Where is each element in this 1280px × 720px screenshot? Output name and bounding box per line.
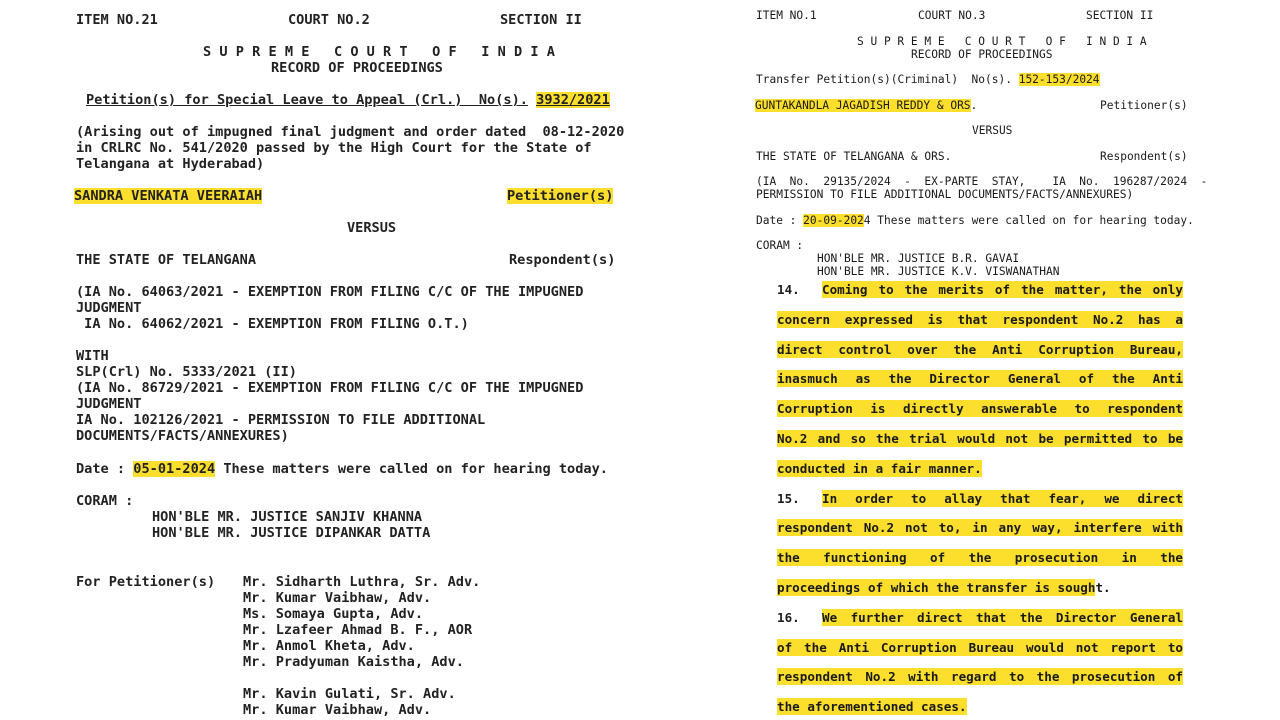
with-line: (IA No. 86729/2021 - EXEMPTION FROM FILING C/C OF THE IMPUGNED — [76, 380, 584, 396]
petition-number: 152-153/2024 — [1018, 73, 1100, 86]
paragraph-line: the functioning of the prosecution in the — [777, 550, 1183, 565]
paragraph-line: respondent No.2 with regard to the prosecution of — [777, 669, 1183, 684]
section: SECTION II — [1086, 9, 1154, 22]
paragraph-line: the aforementioned cases. — [777, 699, 967, 714]
coram-label: CORAM : — [756, 239, 804, 252]
versus: VERSUS — [972, 124, 1013, 137]
record-heading: RECORD OF PROCEEDINGS — [911, 48, 1053, 61]
paragraph-line: proceedings of which the transfer is sought. — [777, 580, 1111, 595]
court-number: COURT NO.3 — [918, 9, 986, 22]
ia-line: (IA No. 29135/2024 - EX-PARTE STAY, IA No. 196287/2024 - — [756, 175, 1208, 188]
item-number: ITEM NO.1 — [756, 9, 817, 22]
with-line: JUDGMENT — [76, 396, 142, 412]
versus: VERSUS — [347, 220, 397, 236]
petitioner-line — [755, 99, 977, 112]
advocate: Mr. Kumar Vaibhaw, Adv. — [243, 702, 432, 718]
ia-line: PERMISSION TO FILE ADDITIONAL DOCUMENTS/FACTS/ANNEXURES) — [756, 188, 1134, 201]
judge-name: HON'BLE MR. JUSTICE SANJIV KHANNA — [152, 509, 423, 525]
judge-name: HON'BLE MR. JUSTICE K.V. VISWANATHAN — [817, 265, 1060, 278]
hearing-date-line — [76, 461, 608, 477]
paragraph-line: Coming to the merits of the matter, the only — [822, 282, 1183, 297]
paragraph-line: In order to allay that fear, we direct — [822, 491, 1183, 506]
paragraph-number: 16. — [777, 610, 800, 625]
record-heading: RECORD OF PROCEEDINGS — [271, 60, 443, 76]
paragraph-line: concern expressed is that respondent No.2 has a — [777, 312, 1183, 327]
petition-line — [756, 73, 1100, 86]
date-label: Date : — [756, 214, 797, 227]
petitioner-role: Petitioner(s) — [1100, 99, 1188, 112]
respondent-name: THE STATE OF TELANGANA — [76, 252, 257, 268]
hearing-date: 20-09-202 — [803, 214, 864, 227]
arising-line: Telangana at Hyderabad) — [76, 156, 265, 172]
paragraph-line: No.2 and so the trial would not be permitted to be — [777, 431, 1183, 446]
hearing-date: 05-01-2024 — [133, 461, 216, 477]
petition-line — [86, 92, 610, 108]
paragraph-number: 14. — [777, 282, 800, 297]
with-line: SLP(Crl) No. 5333/2021 (II) — [76, 364, 297, 380]
petitioner-name-tail: . — [970, 99, 978, 112]
advocate: Mr. Lzafeer Ahmad B. F., AOR — [243, 622, 473, 638]
paragraph-line: respondent No.2 not to, in any way, interfere with — [777, 520, 1183, 535]
advocate: Mr. Sidharth Luthra, Sr. Adv. — [243, 574, 481, 590]
paragraph-line: of the Anti Corruption Bureau would not report to — [777, 640, 1183, 655]
item-number: ITEM NO.21 — [76, 12, 158, 28]
petitioner-name: SANDRA VENKATA VEERAIAH — [74, 188, 263, 204]
paragraph-number: 15. — [777, 491, 800, 506]
court-title: S U P R E M E C O U R T O F I N D I A — [857, 35, 1147, 48]
advocate: Mr. Anmol Kheta, Adv. — [243, 638, 415, 654]
section: SECTION II — [500, 12, 582, 28]
paragraph-line-tail: t. — [1095, 580, 1111, 595]
advocate: Ms. Somaya Gupta, Adv. — [243, 606, 424, 622]
judge-name: HON'BLE MR. JUSTICE DIPANKAR DATTA — [152, 525, 431, 541]
paragraph-line: inasmuch as the Director General of the Anti — [777, 371, 1183, 386]
arising-line: (Arising out of impugned final judgment and order dated 08-12-2020 — [76, 124, 625, 140]
date-text: 4 These matters were called on for hearing today. — [863, 214, 1194, 227]
respondent-name: THE STATE OF TELANGANA & ORS. — [756, 150, 952, 163]
paragraph-line: conducted in a fair manner. — [777, 461, 982, 476]
for-petitioner-label: For Petitioner(s) — [76, 574, 216, 590]
advocate: Mr. Kumar Vaibhaw, Adv. — [243, 590, 432, 606]
ia-line: IA No. 64062/2021 - EXEMPTION FROM FILING O.T.) — [76, 316, 469, 332]
paragraph-line: We further direct that the Director General — [822, 610, 1183, 625]
date-text: These matters were called on for hearing today. — [223, 461, 608, 477]
respondent-role: Respondent(s) — [509, 252, 616, 268]
petitioner-role: Petitioner(s) — [507, 188, 614, 204]
judge-name: HON'BLE MR. JUSTICE B.R. GAVAI — [817, 252, 1020, 265]
paragraph-line: direct control over the Anti Corruption Bureau, — [777, 342, 1183, 357]
with-line: IA No. 102126/2021 - PERMISSION TO FILE ADDITIONAL — [76, 412, 486, 428]
court-number: COURT NO.2 — [288, 12, 370, 28]
ia-line: JUDGMENT — [76, 300, 142, 316]
ia-line: (IA No. 64063/2021 - EXEMPTION FROM FILING C/C OF THE IMPUGNED — [76, 284, 584, 300]
with-line: WITH — [76, 348, 109, 364]
advocate: Mr. Kavin Gulati, Sr. Adv. — [243, 686, 456, 702]
petition-label: Petition(s) for Special Leave to Appeal (Crl.) No(s). — [86, 92, 528, 108]
petition-number: 3932/2021 — [536, 92, 610, 108]
petition-label: Transfer Petition(s)(Criminal) No(s). — [756, 73, 1012, 86]
advocate: Mr. Pradyuman Kaistha, Adv. — [243, 654, 464, 670]
arising-line: in CRLRC No. 541/2020 passed by the High Court for the State of — [76, 140, 592, 156]
coram-label: CORAM : — [76, 493, 134, 509]
court-title: S U P R E M E C O U R T O F I N D I A — [203, 44, 555, 60]
petitioner-name: GUNTAKANDLA JAGADISH REDDY & ORS — [755, 99, 971, 112]
respondent-role: Respondent(s) — [1100, 150, 1188, 163]
date-label: Date : — [76, 461, 126, 477]
paragraph-line: Corruption is directly answerable to respondent — [777, 401, 1183, 416]
hearing-date-line — [756, 214, 1194, 227]
with-line: DOCUMENTS/FACTS/ANNEXURES) — [76, 428, 289, 444]
